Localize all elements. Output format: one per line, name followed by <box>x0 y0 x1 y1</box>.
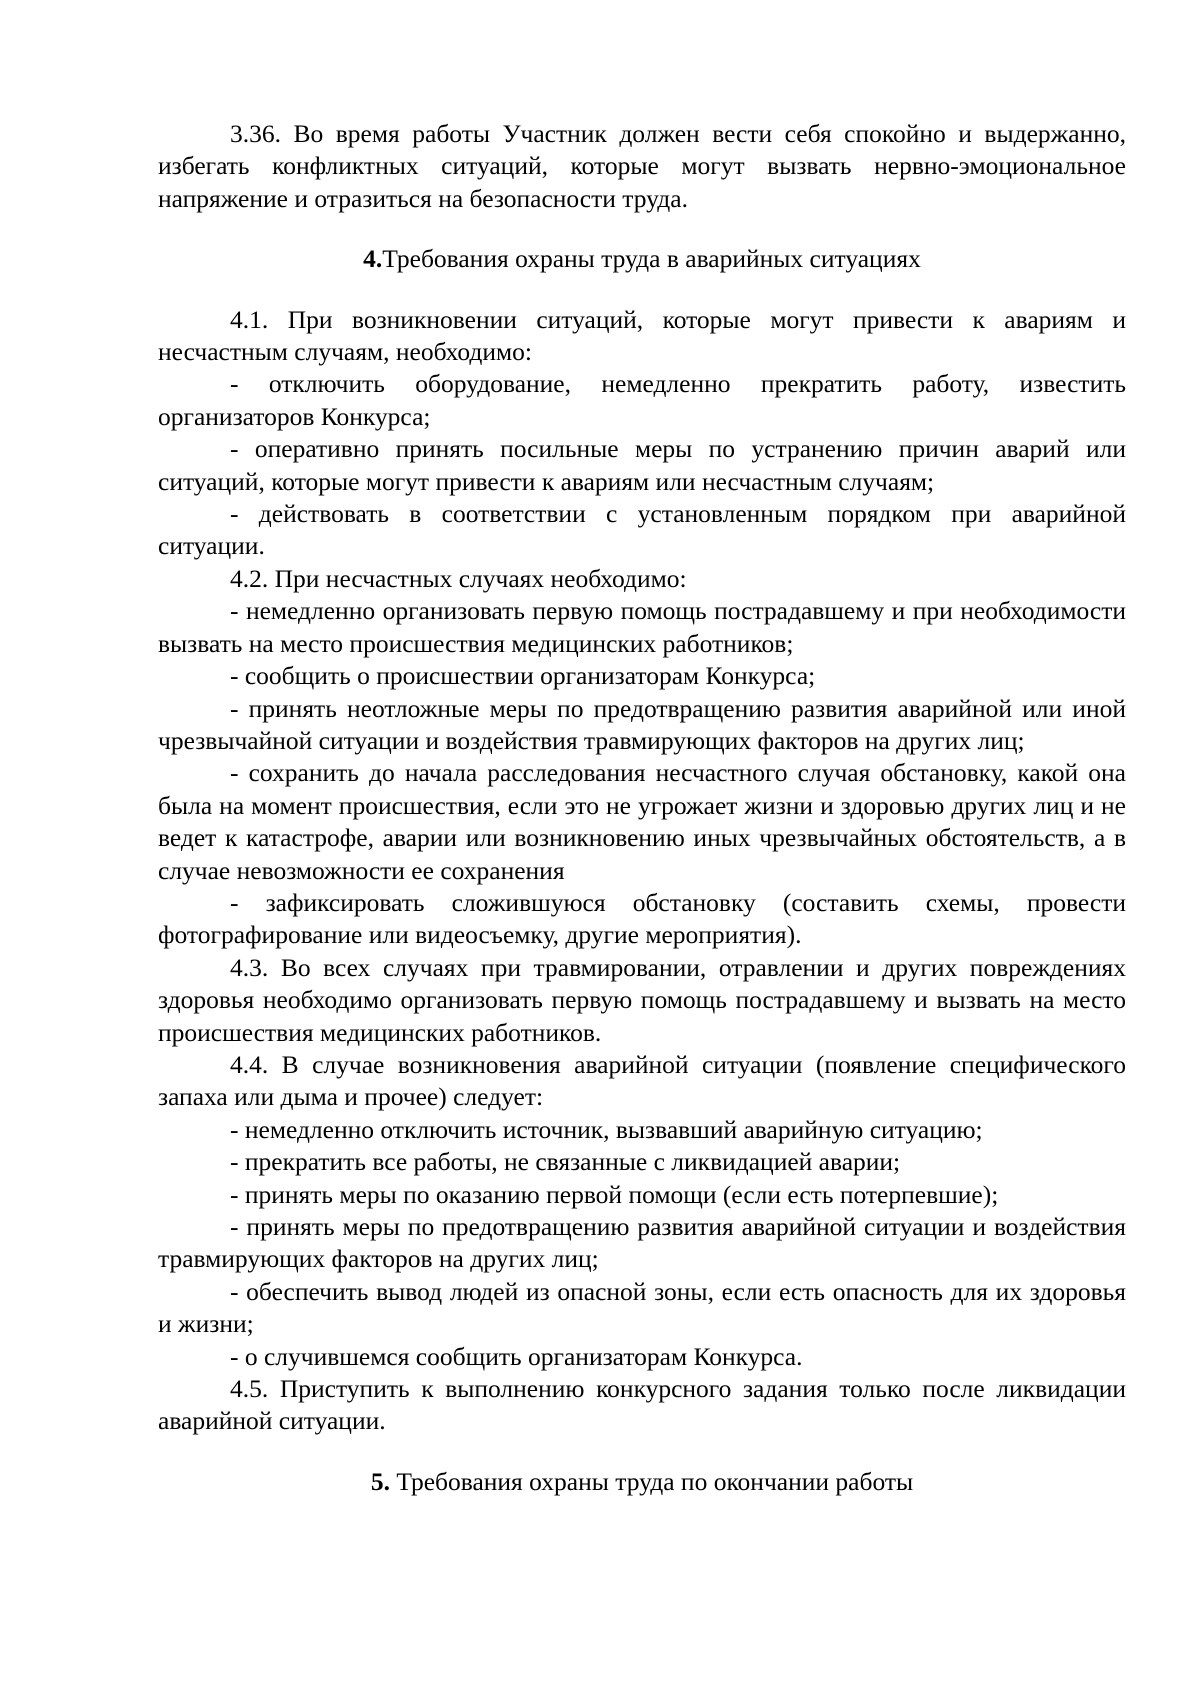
list-item: - сообщить о происшествии организаторам Конкурса; <box>230 661 816 691</box>
list-item: - принять меры по оказанию первой помощи (если есть потерпевшие); <box>230 1179 999 1209</box>
section-4-heading <box>158 243 1126 275</box>
list-item: - зафиксировать сложившуюся обстановку (составить схемы, провести фотографирование или видеосъемку, другие мероприятия). <box>158 887 1126 950</box>
section-5-number: 5. <box>370 1466 390 1496</box>
paragraph-3-36: 3.36. Во время работы Участник должен вести себя спокойно и выдержанно, избегать конфликтных ситуаций, которые могут вызвать нервно-эмоциональное напряжение и отразиться на безопасности труда. <box>158 119 1126 213</box>
list-item: - отключить оборудование, немедленно прекратить работу, известить организаторов Конкурса; <box>158 369 1126 431</box>
paragraph-4-2: 4.2. При несчастных случаях необходимо: <box>230 563 687 593</box>
section-4-number: 4. <box>363 244 383 274</box>
list-item: - оперативно принять посильные меры по устранению причин аварий или ситуаций, которые могут привести к авариям или несчастным случаям; <box>158 434 1126 496</box>
paragraph-4-4: 4.4. В случае возникновения аварийной ситуации (появление специфического запаха или дыма и прочее) следует: <box>158 1049 1126 1112</box>
list-item: - сохранить до начала расследования несчастного случая обстановку, какой она была на момент происшествия, если это не угрожает жизни и здоровью других лиц и не ведет к катастрофе, аварии или возникновению иных чрезвычайных обстоятельств, а в случае невозможности ее сохранения <box>158 758 1126 885</box>
section-4-title: Требования охраны труда в аварийных ситуациях <box>382 244 921 274</box>
list-item: - прекратить все работы, не связанные с ликвидацией аварии; <box>230 1147 901 1177</box>
list-item: - принять меры по предотвращению развития аварийной ситуации и воздействия травмирующих факторов на других лиц; <box>158 1212 1126 1274</box>
document-page <box>158 118 1126 1498</box>
section-5-heading <box>158 1466 1126 1498</box>
list-item: - обеспечить вывод людей из опасной зоны, если есть опасность для их здоровья и жизни; <box>158 1276 1126 1339</box>
paragraph-4-3: 4.3. Во всех случаях при травмировании, отравлении и других повреждениях здоровья необходимо организовать первую помощь пострадавшему и вызвать на место происшествия медицинских работников. <box>158 952 1126 1047</box>
list-item: - принять неотложные меры по предотвращению развития аварийной или иной чрезвычайной ситуации и воздействия травмирующих факторов на других лиц; <box>158 693 1126 755</box>
list-item: - немедленно организовать первую помощь пострадавшему и при необходимости вызвать на место происшествия медицинских работников; <box>158 596 1126 658</box>
list-item: - действовать в соответствии с установленным порядком при аварийной ситуации. <box>158 499 1126 561</box>
list-item: - о случившемся сообщить организаторам Конкурса. <box>230 1341 803 1371</box>
list-item: - немедленно отключить источник, вызвавший аварийную ситуацию; <box>230 1114 983 1144</box>
paragraph-4-1: 4.1. При возникновении ситуаций, которые могут привести к авариям и несчастным случаям, необходимо: <box>158 304 1126 367</box>
paragraph-4-5: 4.5. Приступить к выполнению конкурсного задания только после ликвидации аварийной ситуации. <box>158 1374 1126 1436</box>
section-5-title: Требования охраны труда по окончании работы <box>396 1466 914 1496</box>
